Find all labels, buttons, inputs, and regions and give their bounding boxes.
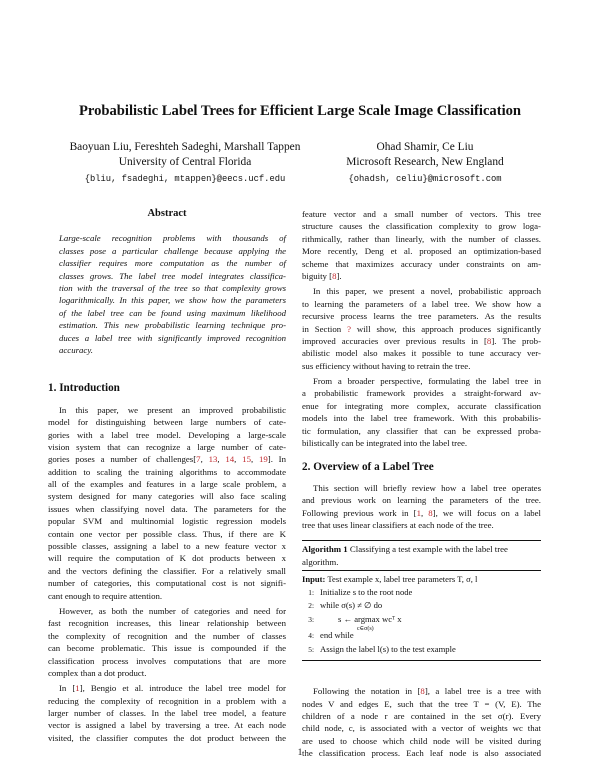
text-line-with-citations bbox=[302, 270, 541, 282]
text-line: In this paper, we present a novel, probabilistic approach bbox=[313, 286, 541, 297]
text: ]. bbox=[336, 270, 342, 281]
text-line: will require the computation of K dot products between x bbox=[48, 553, 286, 564]
section-ref-link[interactable]: ? bbox=[347, 323, 351, 334]
algorithm-body bbox=[302, 571, 541, 660]
text-line: reducing the complexity of recognition in a problem with a bbox=[48, 695, 286, 706]
text-line-with-citations: Following previous work in [1, 8], we will focus on a label bbox=[302, 507, 541, 518]
line-number: 1: bbox=[308, 587, 314, 597]
algorithm-caption bbox=[302, 541, 541, 571]
algorithm-box bbox=[302, 540, 541, 661]
text-line: complex than a dot product. bbox=[48, 667, 147, 678]
abstract-line: classifier requires more computation as the number of bbox=[59, 258, 286, 269]
argmax-subscript: c∈σ(s) bbox=[357, 625, 374, 632]
text-line: nodes V and edges E, such that the tree T = (V, E). The bbox=[302, 698, 541, 709]
line-text: s ← argmax wcᵀ x c∈σ(s) bbox=[338, 614, 402, 624]
right-column bbox=[302, 208, 541, 760]
text-line: feature vector and a small number of vectors. This tree bbox=[302, 209, 541, 219]
author-names: Ohad Shamir, Ce Liu bbox=[376, 141, 474, 153]
intro-paragraph-2 bbox=[48, 605, 286, 679]
abstract-line: Large-scale recognition problems with thousands of bbox=[59, 233, 286, 244]
citation-link[interactable]: 15 bbox=[242, 454, 251, 465]
line-number: 2: bbox=[308, 601, 314, 611]
text-line: tic formulation, any classifier that can be expressed proba- bbox=[302, 425, 541, 436]
text: in Section bbox=[302, 323, 348, 334]
text-line: tree that uses linear classifiers at each node of the tree. bbox=[302, 520, 494, 530]
text-line: models into the label tree framework. With this probabilis- bbox=[302, 413, 541, 424]
text-line: children of a node r are contained in the set σ(r). Every bbox=[302, 710, 541, 721]
text-line: From a broader perspective, formulating the label tree in bbox=[313, 376, 541, 387]
text: ], a label tree is a tree with bbox=[424, 686, 541, 697]
abstract-line: duces a label tree with significantly improved recognition bbox=[59, 332, 286, 343]
text: biguity [ bbox=[302, 270, 333, 281]
text-line: sus efficiency without having to retrain the tree. bbox=[302, 360, 471, 371]
algorithm-line bbox=[302, 643, 541, 657]
abstract-heading: Abstract bbox=[147, 208, 187, 219]
text-line: addition to scaling the training algorithms to accommodate bbox=[48, 466, 286, 477]
text-line: child node, c, is associated with a vector of weights wc that bbox=[302, 723, 541, 734]
intro-paragraph-3-continued bbox=[302, 208, 541, 282]
line-text: Assign the label l(s) to the test example bbox=[320, 643, 456, 654]
text-line: vision system that can recognize a large number of cate- bbox=[48, 441, 286, 452]
algorithm-line bbox=[302, 613, 541, 632]
algorithm-input bbox=[302, 573, 541, 586]
text: ], we will focus on a label bbox=[432, 507, 541, 518]
text-line: vector is assigned a label by traversing a tree. At each node bbox=[48, 720, 286, 731]
text-line: model for distinguishing between large numbers of cate- bbox=[48, 417, 286, 428]
abstract-line: estimation. This new probabilistic learning technique pro- bbox=[59, 320, 286, 331]
line-number: 4: bbox=[308, 630, 314, 640]
section-heading-introduction: 1. Introduction bbox=[48, 382, 120, 395]
text-line: visited, the classifier computes the dot product between the bbox=[48, 732, 286, 743]
abstract-line: accuracy. bbox=[59, 344, 93, 355]
text-line: possible classes, assigning a label to a new feature vector x bbox=[48, 541, 286, 552]
text-line: More recently, Deng et al. proposed an optimization-based bbox=[302, 246, 541, 257]
text-line: rithmically, rather than linearly, with the number of classes. bbox=[302, 233, 541, 244]
intro-paragraph-5 bbox=[302, 375, 541, 449]
algorithm-line bbox=[302, 629, 541, 643]
text: gories poses a number of challenges[ bbox=[48, 454, 197, 465]
author-affiliation: Microsoft Research, New England bbox=[346, 156, 504, 168]
text-line: and the vectors defining the classifier. For a relatively small bbox=[48, 565, 286, 576]
text-line: scheme that maximizes accuracy under constraints on am- bbox=[302, 258, 541, 269]
input-text: Test example x, label tree parameters T, σ, l bbox=[327, 574, 478, 585]
text-line: and previous work on learning the parameters of the tree. bbox=[302, 495, 541, 506]
text: improved accuracies over previous results in [ bbox=[302, 335, 487, 346]
text-line: abilistic model also makes it possible to tune accuracy ver- bbox=[302, 348, 541, 359]
text: will show, this approach produces significantly bbox=[350, 323, 541, 334]
text-line-with-citations bbox=[302, 335, 541, 347]
text-line: can become problematic. This issue is compounded if the bbox=[48, 643, 286, 654]
author-email: {bliu, fsadeghi, mtappen}@eecs.ucf.edu bbox=[84, 174, 286, 184]
citation-link[interactable]: 19 bbox=[258, 454, 268, 465]
section-heading-overview: 2. Overview of a Label Tree bbox=[302, 461, 434, 474]
text-line: the classification process. Each leaf node is also associated bbox=[302, 748, 541, 759]
paper-title: Probabilistic Label Trees for Efficient Large Scale Image Classification bbox=[78, 103, 522, 119]
intro-paragraph-3 bbox=[48, 682, 286, 744]
citation-link[interactable]: 1 bbox=[75, 683, 80, 694]
text-line-with-citations bbox=[302, 685, 541, 697]
citation-link[interactable]: 8 bbox=[486, 335, 492, 346]
text-line: However, as both the number of categories and need for bbox=[59, 605, 286, 616]
abstract-line: logarithmically. In this paper, we show how the parameters bbox=[59, 295, 286, 306]
text-line-with-citations bbox=[48, 682, 286, 694]
left-column bbox=[48, 208, 286, 744]
author-block-left bbox=[60, 140, 310, 187]
text-line: popular SVM and multinomial logistic regression models bbox=[48, 516, 286, 527]
text-line: gories with a label tree model. Developing a large-scale bbox=[48, 429, 286, 440]
text: ]. The prob- bbox=[491, 335, 541, 346]
citation-link[interactable]: 7 bbox=[196, 454, 201, 465]
line-number: 5: bbox=[308, 644, 314, 654]
text-line: the complexity of recognition and the number of classes bbox=[48, 630, 286, 641]
author-block-right bbox=[320, 140, 530, 187]
text-line: a probabilistic framework provides a straight-forward av- bbox=[302, 388, 541, 399]
abstract-line: classes grows. The label tree model integrates classifica- bbox=[59, 270, 286, 281]
line-number: 3: bbox=[308, 614, 314, 624]
abstract-line: classes pose a particular challenge because applying the bbox=[59, 245, 286, 256]
citation-link[interactable]: 8 bbox=[332, 270, 337, 281]
text-line: all of the examples and features in a large scale problem, a bbox=[48, 479, 286, 490]
text-line: to learning the parameters of a label tree. We show how a bbox=[302, 298, 541, 309]
text-line: bilistically can be integrated into the label tree. bbox=[302, 438, 468, 449]
citation-link[interactable]: 8 bbox=[420, 686, 425, 697]
page-number: 1 bbox=[297, 748, 303, 758]
text-line: structure causes the classification complexity to grow loga- bbox=[302, 221, 541, 232]
text-line: number of categories, this computational cost is not signifi- bbox=[48, 578, 286, 589]
text-line: larger number of classes. In the label tree model, a feature bbox=[48, 708, 286, 719]
algorithm-line bbox=[302, 599, 541, 613]
citation-link[interactable]: 13 bbox=[208, 454, 218, 465]
text-line-with-citations: gories poses a number of challenges[7, 13, 14, 15, 19]. In bbox=[48, 454, 287, 465]
line-text: Initialize s to the root node bbox=[320, 586, 413, 597]
algorithm-line bbox=[302, 586, 541, 600]
text-line: contain one vector per possible class. Thus, if there are K bbox=[48, 528, 286, 539]
text-line: classification process involves computations that are more bbox=[48, 655, 286, 666]
abstract-body bbox=[48, 232, 286, 356]
citation-link[interactable]: 1 bbox=[416, 507, 421, 518]
algorithm-caption-text: Classifying a test example with the label tree algorithm. bbox=[302, 544, 508, 567]
text: Following the notation in [ bbox=[313, 686, 421, 697]
text-line: This section will briefly review how a label tree operates bbox=[313, 482, 541, 493]
text-line-with-citations bbox=[302, 323, 541, 335]
text: ], Bengio et al. introduce the label tree model for bbox=[79, 683, 286, 694]
citation-link[interactable]: 14 bbox=[225, 454, 235, 465]
intro-paragraph-4 bbox=[302, 285, 541, 372]
text-line: cant enough to require attention. bbox=[48, 590, 163, 601]
intro-paragraph-1 bbox=[48, 404, 286, 602]
text-line: are used to choose which child node will be visited during bbox=[302, 735, 541, 746]
algorithm-label: Algorithm 1 bbox=[302, 544, 348, 555]
text: ]. In bbox=[267, 454, 287, 465]
abstract-line: tion with the traversal of the tree so that complexity grows bbox=[59, 282, 286, 293]
line-text: end while bbox=[320, 629, 354, 640]
author-email: {ohadsh, celiu}@microsoft.com bbox=[348, 174, 502, 184]
text-line: In this paper, we present an improved probabilistic bbox=[59, 404, 286, 415]
line-text: while σ(s) ≠ ∅ do bbox=[320, 600, 383, 611]
author-names: Baoyuan Liu, Fereshteh Sadeghi, Marshall Tappen bbox=[69, 141, 301, 153]
overview-paragraph bbox=[302, 482, 541, 532]
input-label: Input: bbox=[302, 574, 326, 585]
author-affiliation: University of Central Florida bbox=[118, 156, 252, 168]
text-line: system designed for many categories will also face scaling bbox=[48, 491, 286, 502]
text-line: recursive process learns the tree parameters. As the results bbox=[302, 311, 541, 322]
abstract-line: of the label tree can be found using maximum likelihood bbox=[59, 307, 286, 318]
text: In [ bbox=[59, 683, 76, 694]
text-line: fast recognition increases, this linear relationship between bbox=[48, 618, 286, 629]
text-line: enue for integrating more complex, accurate classification bbox=[302, 400, 541, 411]
citation-link[interactable]: 8 bbox=[428, 507, 433, 518]
text-line: issues when classifying novel data. The parameters for the bbox=[48, 503, 286, 514]
text: Following previous work in [ bbox=[302, 507, 417, 518]
